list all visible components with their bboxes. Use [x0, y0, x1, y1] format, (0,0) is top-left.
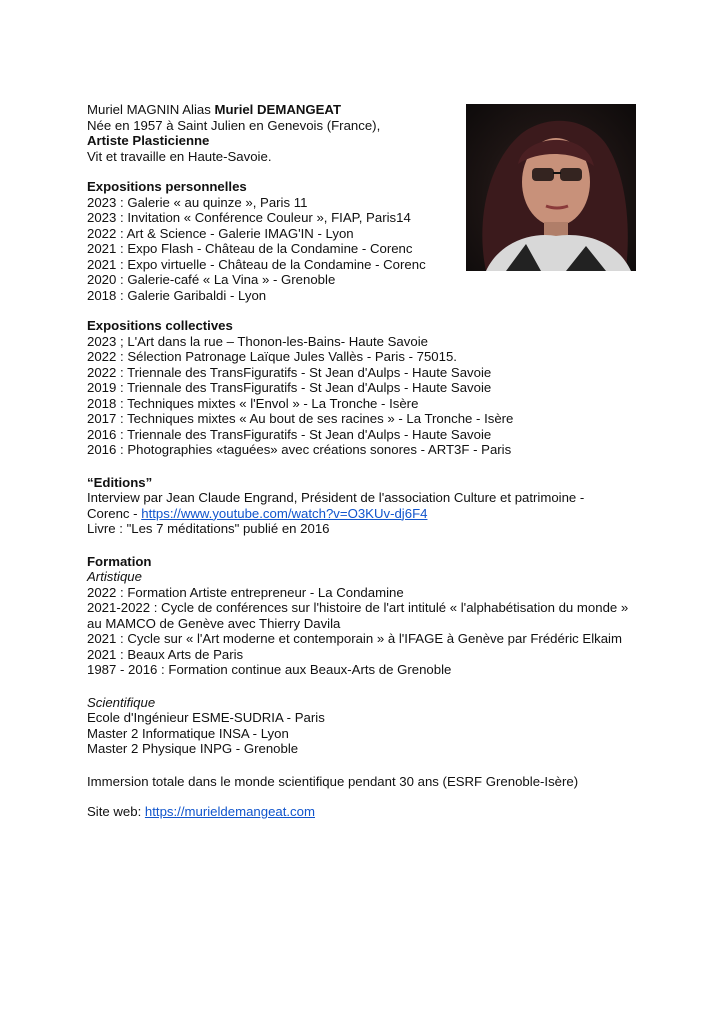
artist-role: Artiste Plasticienne [87, 133, 210, 148]
website-link[interactable]: https://murieldemangeat.com [144, 804, 315, 819]
list-item: 2021 : Cycle sur « l'Art moderne et contemporain » à l'IFAGE à Genève par Frédéric Elkaim [87, 631, 622, 646]
list-item: 2022 : Formation Artiste entrepreneur - La Condamine [87, 584, 404, 600]
list-item: 2021 : Expo virtuelle - Château de la Condamine - Corenc [87, 256, 426, 272]
list-item: 2017 : Techniques mixtes « Au bout de ses racines » - La Tronche - Isère [87, 411, 514, 426]
editions-link-line: Corenc - https://www.youtube.com/watch?v=O3KUv-dj6F4 [87, 505, 428, 521]
list-item: 1987 - 2016 : Formation continue aux Beaux-Arts de Grenoble [87, 662, 452, 677]
list-item: 2016 : Triennale des TransFiguratifs - St Jean d'Aulps - Haute Savoie [87, 426, 492, 442]
website-line: Site web: https://murieldemangeat.com [87, 804, 315, 819]
list-item: 2020 : Galerie-café « La Vina » - Grenoble [87, 272, 336, 287]
immersion-text: Immersion totale dans le monde scientifique pendant 30 ans (ESRF Grenoble-Isère) [87, 773, 579, 789]
youtube-link[interactable]: https://www.youtube.com/watch?v=O3KUv-dj6F4 [141, 505, 428, 521]
list-item: 2022 : Sélection Patronage Laïque Jules Vallès - Paris - 75015. [87, 349, 457, 364]
list-item: 2018 : Techniques mixtes « l'Envol » - La Tronche - Isère [87, 395, 419, 411]
birth-info: Née en 1957 à Saint Julien en Genevois (France), [87, 117, 381, 133]
list-item: 2022 : Triennale des TransFiguratifs - St Jean d'Aulps - Haute Savoie [87, 364, 492, 380]
list-item: 2023 ; L'Art dans la rue – Thonon-les-Bains- Haute Savoie [87, 333, 428, 349]
artist-name-bold: Muriel DEMANGEAT [214, 102, 342, 117]
residence-info: Vit et travaille en Haute-Savoie. [87, 148, 272, 164]
scientific-label: Scientifique [87, 694, 156, 710]
group-exhibitions-title: Expositions collectives [87, 318, 233, 333]
list-item: Master 2 Physique INPG - Grenoble [87, 741, 299, 756]
list-item: 2019 : Triennale des TransFiguratifs - St Jean d'Aulps - Haute Savoie [87, 380, 492, 395]
artist-name: Muriel MAGNIN Alias Muriel DEMANGEAT [87, 102, 342, 117]
list-item: au MAMCO de Genève avec Thierry Davila [87, 615, 341, 631]
list-item: 2018 : Galerie Garibaldi - Lyon [87, 287, 267, 303]
list-item: 2023 : Invitation « Conférence Couleur », FIAP, Paris14 [87, 210, 411, 225]
artistic-label: Artistique [87, 569, 142, 584]
editions-title: “Editions” [87, 474, 153, 490]
list-item: 2016 : Photographies «taguées» avec créations sonores - ART3F - Paris [87, 442, 512, 457]
editions-interview: Interview par Jean Claude Engrand, Président de l'association Culture et patrimoine - [87, 490, 585, 505]
list-item: Ecole d'Ingénieur ESME-SUDRIA - Paris [87, 710, 325, 725]
list-item: 2021 : Expo Flash - Château de la Condamine - Corenc [87, 241, 413, 256]
cv-document [87, 102, 647, 820]
list-item: Master 2 Informatique INSA - Lyon [87, 725, 289, 741]
list-item: 2021-2022 : Cycle de conférences sur l'histoire de l'art intitulé « l'alphabétisation du monde » [87, 600, 629, 615]
solo-exhibitions-title: Expositions personnelles [87, 179, 247, 194]
list-item: 2023 : Galerie « au quinze », Paris 11 [87, 194, 308, 210]
list-item: 2021 : Beaux Arts de Paris [87, 646, 244, 662]
editions-book: Livre : "Les 7 méditations" publié en 2016 [87, 521, 330, 536]
list-item: 2022 : Art & Science - Galerie IMAG'IN - Lyon [87, 225, 354, 241]
formation-title: Formation [87, 553, 152, 569]
